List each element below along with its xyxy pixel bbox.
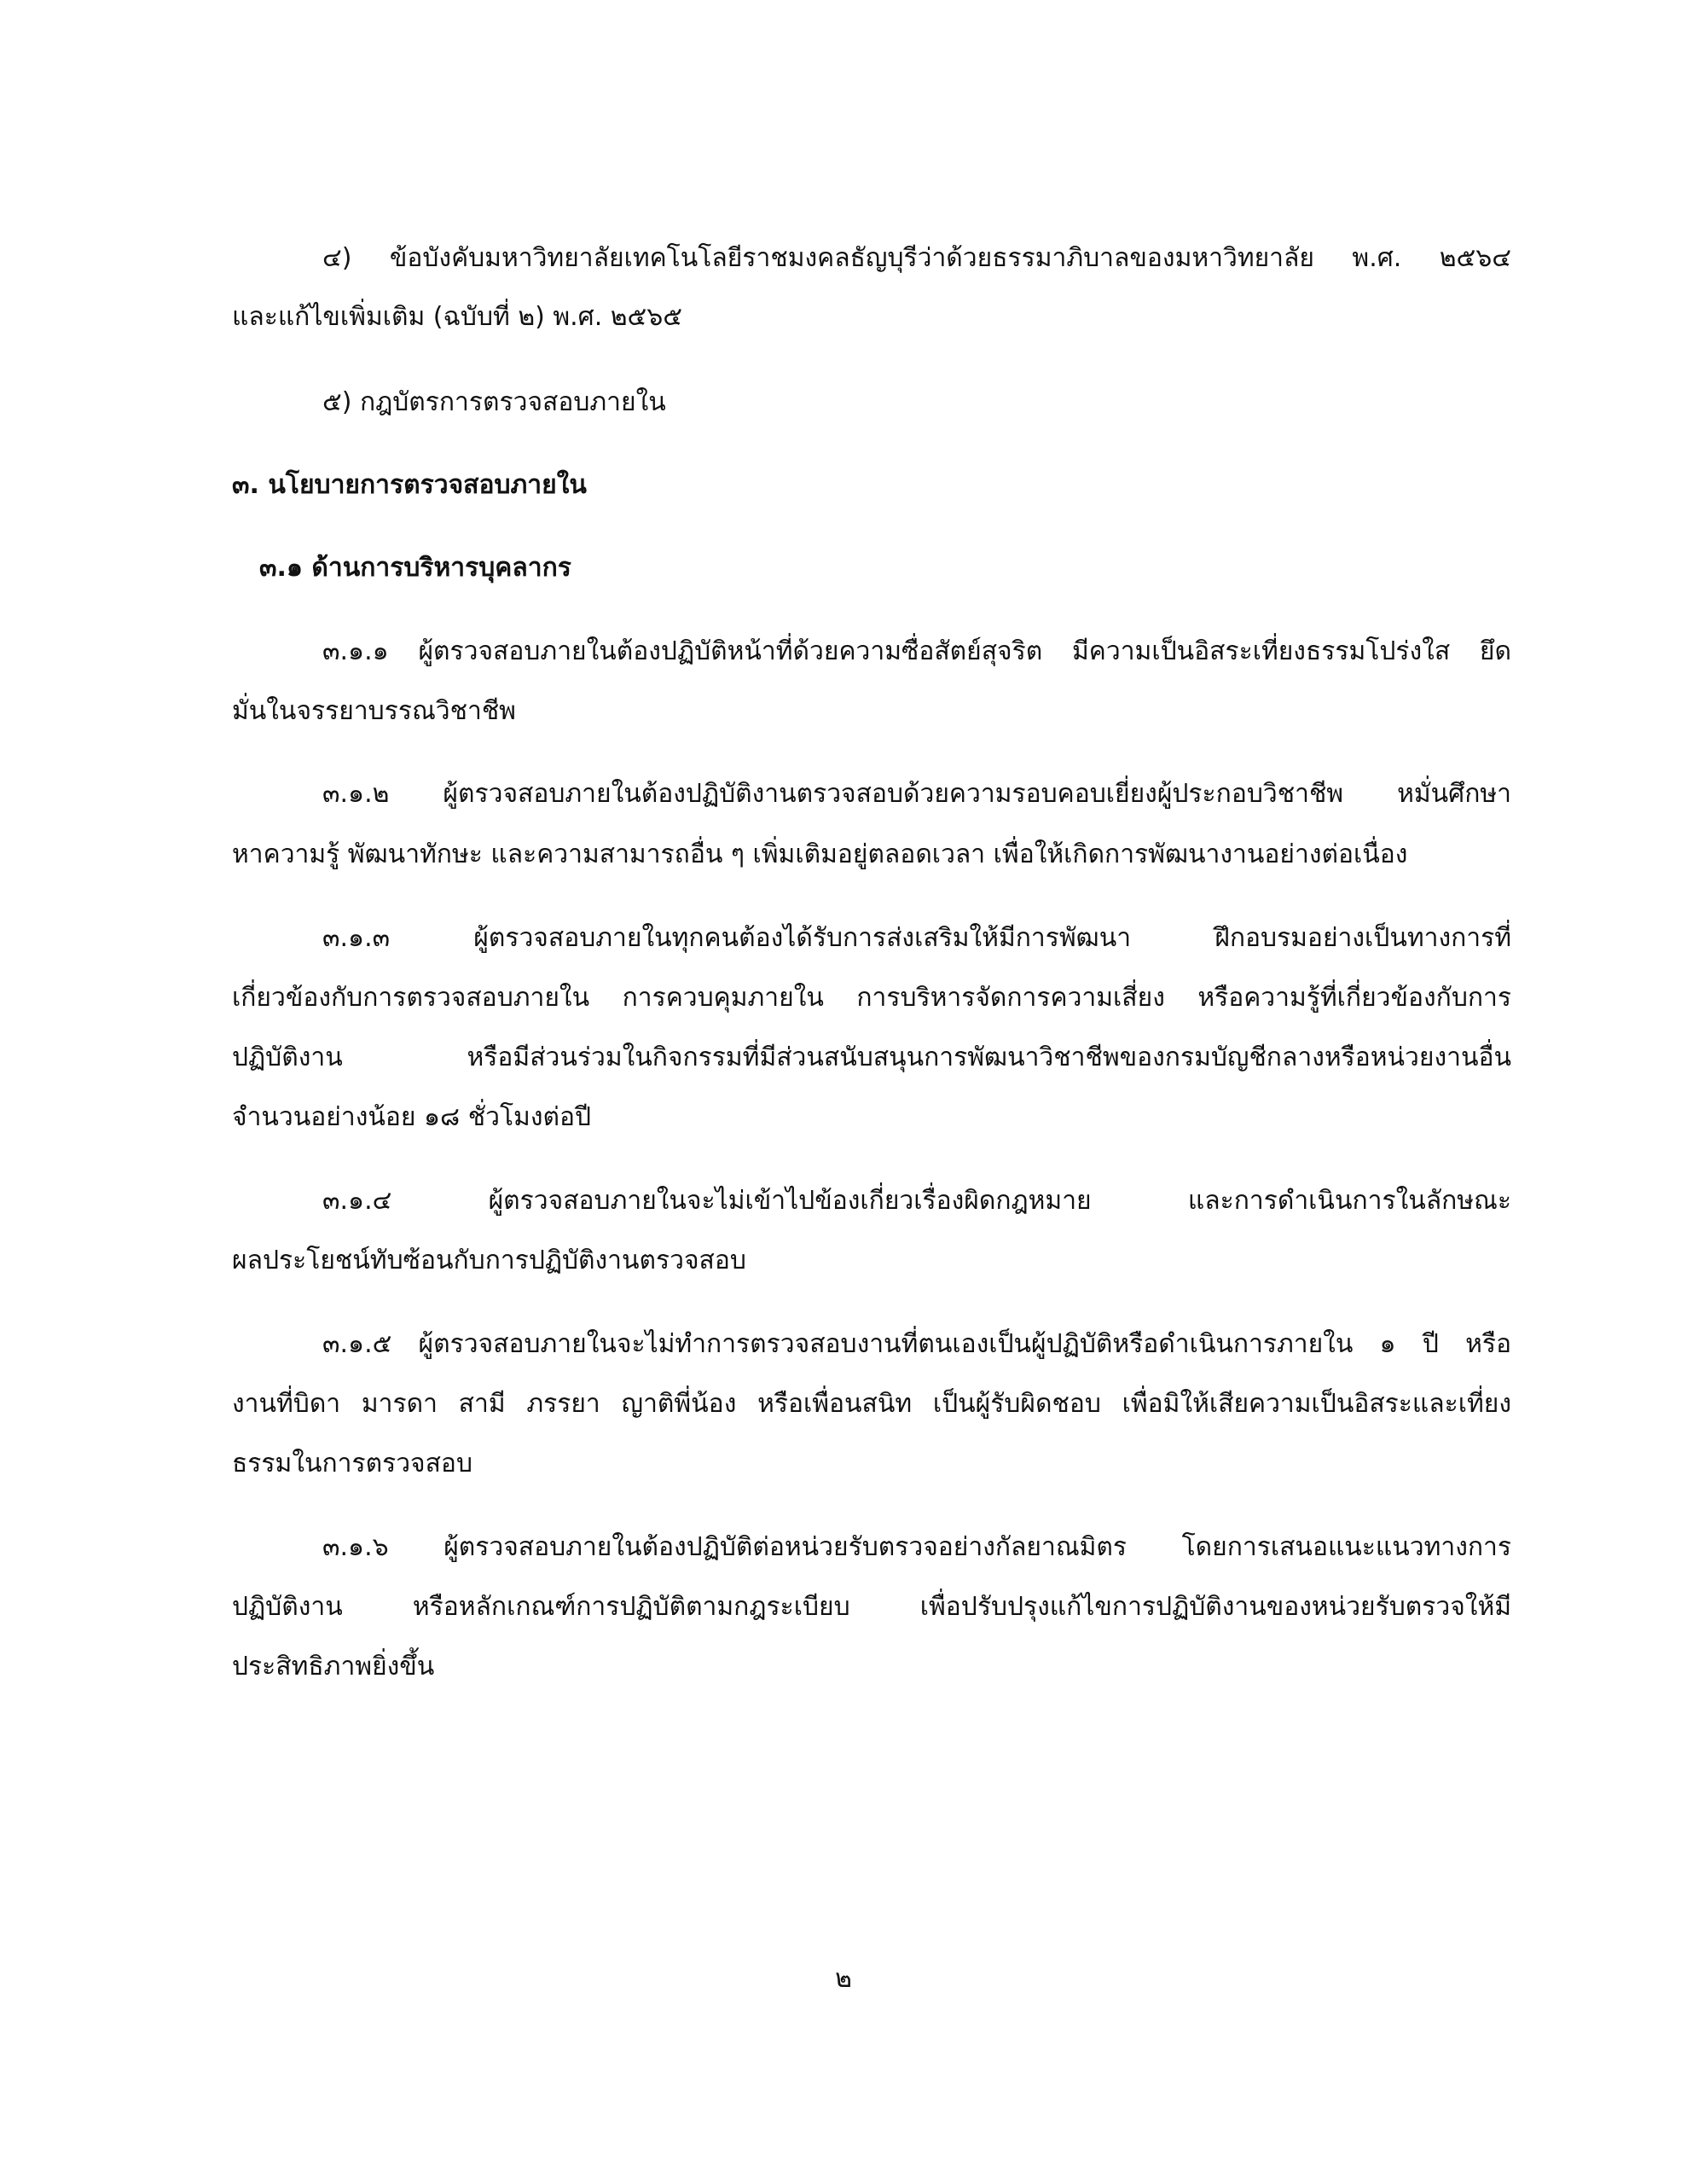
item-4-line-1: ๔) ข้อบังคับมหาวิทยาลัยเทคโนโลยีราชมงคลธัญบุรีว่าด้วยธรรมาภิบาลของมหาวิทยาลัย พ.ศ. ๒๕๖๔ (322, 243, 1511, 273)
paragraph-3-1-3-line-3: ปฏิบัติงาน หรือมีส่วนร่วมในกิจกรรมที่มีส่วนสนับสนุนการพัฒนาวิชาชีพของกรมบัญชีกลางหรือหน่วยงานอื่น (232, 1043, 1511, 1072)
paragraph-3-1-2-line-1: ๓.๑.๒ ผู้ตรวจสอบภายในต้องปฏิบัติงานตรวจสอบด้วยความรอบคอบเยี่ยงผู้ประกอบวิชาชีพ หมั่นศึกษา (322, 779, 1511, 809)
paragraph-3-1-1-line-2: มั่นในจรรยาบรรณวิชาชีพ (232, 696, 516, 726)
paragraph-3-1-3-line-2: เกี่ยวข้องกับการตรวจสอบภายใน การควบคุมภายใน การบริหารจัดการความเสี่ยง หรือความรู้ที่เกี่ยวข้องกับการ (232, 983, 1511, 1013)
paragraph-3-1-5-line-1: ๓.๑.๕ ผู้ตรวจสอบภายในจะไม่ทำการตรวจสอบงานที่ตนเองเป็นผู้ปฏิบัติหรือดำเนินการภายใน ๑ ปี หรือ (322, 1329, 1511, 1359)
page-number: ๒ (835, 1964, 852, 1994)
paragraph-3-1-6-line-3: ประสิทธิภาพยิ่งขึ้น (232, 1652, 435, 1682)
section-3-1-heading: ๓.๑ ด้านการบริหารบุคลากร (259, 553, 571, 583)
paragraph-3-1-3-line-4: จำนวนอย่างน้อย ๑๘ ชั่วโมงต่อปี (232, 1102, 592, 1132)
paragraph-3-1-5-line-3: ธรรมในการตรวจสอบ (232, 1449, 472, 1478)
paragraph-3-1-6-line-2: ปฏิบัติงาน หรือหลักเกณฑ์การปฏิบัติตามกฎระเบียบ เพื่อปรับปรุงแก้ไขการปฏิบัติงานของหน่วยรับตรวจให้มี (232, 1592, 1511, 1622)
paragraph-3-1-2-line-2: หาความรู้ พัฒนาทักษะ และความสามารถอื่น ๆ เพิ่มเติมอยู่ตลอดเวลา เพื่อให้เกิดการพัฒนางานอย่างต่อเนื่อง (232, 839, 1408, 869)
paragraph-3-1-4-line-1: ๓.๑.๔ ผู้ตรวจสอบภายในจะไม่เข้าไปข้องเกี่ยวเรื่องผิดกฎหมาย และการดำเนินการในลักษณะ (322, 1186, 1511, 1216)
section-3-heading: ๓. นโยบายการตรวจสอบภายใน (232, 470, 587, 500)
paragraph-3-1-5-line-2: งานที่บิดา มารดา สามี ภรรยา ญาติพี่น้อง หรือเพื่อนสนิท เป็นผู้รับผิดชอบ เพื่อมิให้เสียความเป็นอิสระและเที่ยง (232, 1389, 1511, 1419)
item-5: ๕) กฎบัตรการตรวจสอบภายใน (322, 387, 666, 417)
paragraph-3-1-4-line-2: ผลประโยชน์ทับซ้อนกับการปฏิบัติงานตรวจสอบ (232, 1246, 746, 1275)
item-4-line-2: และแก้ไขเพิ่มเติม (ฉบับที่ ๒) พ.ศ. ๒๕๖๕ (232, 302, 682, 332)
paragraph-3-1-1-line-1: ๓.๑.๑ ผู้ตรวจสอบภายในต้องปฏิบัติหน้าที่ด้วยความซื่อสัตย์สุจริต มีความเป็นอิสระเที่ยงธรรมโปร่งใส ยึด (322, 636, 1511, 666)
paragraph-3-1-3-line-1: ๓.๑.๓ ผู้ตรวจสอบภายในทุกคนต้องได้รับการส่งเสริมให้มีการพัฒนา ฝึกอบรมอย่างเป็นทางการที่ (322, 923, 1511, 953)
paragraph-3-1-6-line-1: ๓.๑.๖ ผู้ตรวจสอบภายในต้องปฏิบัติต่อหน่วยรับตรวจอย่างกัลยาณมิตร โดยการเสนอแนะแนวทางการ (322, 1532, 1511, 1562)
